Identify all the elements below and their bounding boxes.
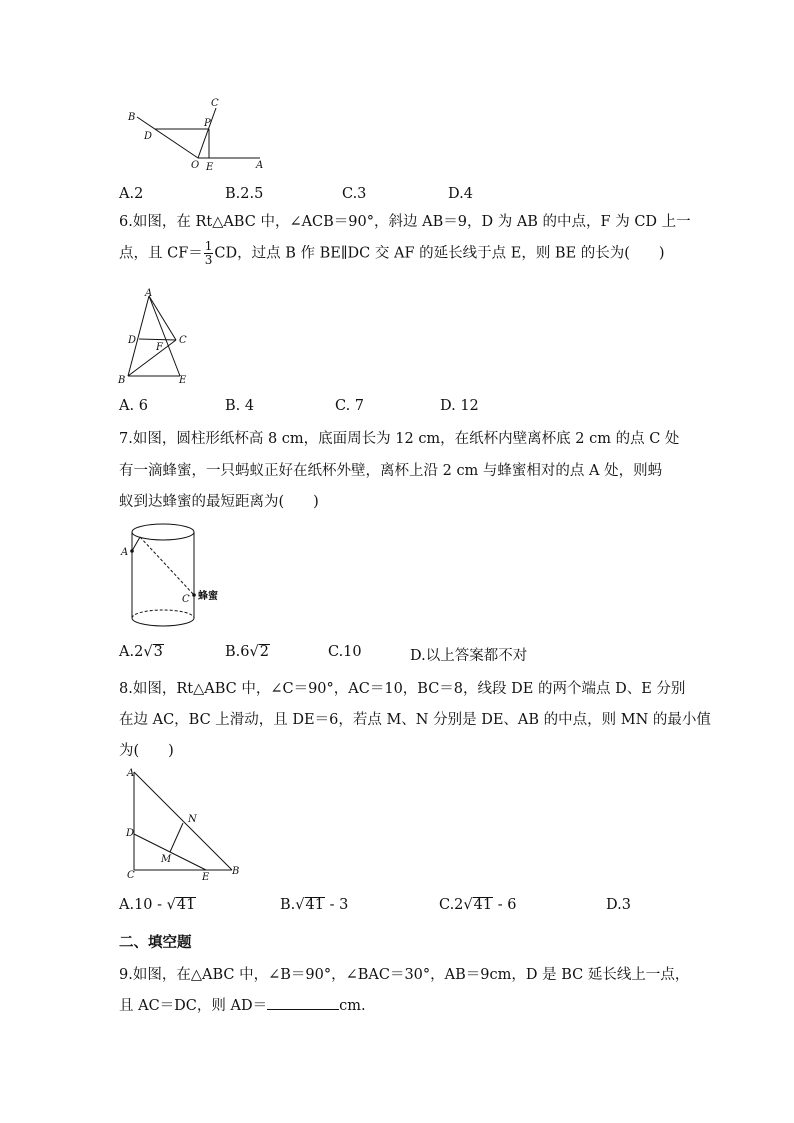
q5-label-C: C <box>211 98 219 109</box>
q7-stem-line2: 有一滴蜂蜜，一只蚂蚁正好在纸杯外壁，离杯上沿 2 cm 与蜂蜜相对的点 A 处，则蚂 <box>119 463 663 479</box>
q6-label-D: D <box>128 335 137 346</box>
q7-label-A: A <box>121 547 129 558</box>
q8-option-a: A.10 - √41 <box>119 897 196 913</box>
q6-option-a: A. 6 <box>119 398 148 414</box>
q6-option-b: B. 4 <box>225 398 255 414</box>
q5-figure <box>125 98 275 173</box>
q8-option-d: D.3 <box>606 897 631 913</box>
q8-label-B: B <box>232 866 240 877</box>
q7-option-b: B.6√2 <box>225 644 269 660</box>
q7-label-C: C <box>182 594 190 605</box>
q8-label-M: M <box>161 854 172 865</box>
q6-label-A: A <box>145 288 153 299</box>
q7-option-a: A.2√3 <box>119 644 163 660</box>
q5-option-a: A.2 <box>119 186 144 202</box>
q6-fraction: $\frac{1}{3}$ <box>204 239 213 267</box>
q7-option-c: C.10 <box>328 644 362 660</box>
q8-label-D: D <box>126 828 135 839</box>
q8-figure <box>124 766 244 881</box>
q7-option-d: D.以上答案都不对 <box>410 648 528 664</box>
q8-stem-line2: 在边 AC，BC 上滑动，且 DE＝6，若点 M、N 分别是 DE、AB 的中点，则 MN 的最小值 <box>119 712 711 728</box>
q5-option-b: B.2.5 <box>225 186 264 202</box>
q6-option-c: C. 7 <box>335 398 365 414</box>
q5-label-E: E <box>206 162 214 173</box>
q8-label-C: C <box>127 870 135 881</box>
q6-label-E: E <box>179 375 187 386</box>
q8-label-A: A <box>127 768 135 779</box>
section-title-fill-in: 二、填空题 <box>119 935 192 951</box>
q6-option-d: D. 12 <box>440 398 479 414</box>
q8-label-E: E <box>202 872 210 883</box>
q8-option-b: B.√41 - 3 <box>280 897 349 913</box>
q6-stem-line2 <box>119 240 665 267</box>
q5-option-d: D.4 <box>448 186 473 202</box>
q6-stem-line1: 6.如图，在 Rt△ABC 中，∠ACB＝90°，斜边 AB＝9，D 为 AB 的中点，F 为 CD 上一 <box>119 214 691 230</box>
q8-label-N: N <box>188 814 197 825</box>
q6-label-B: B <box>118 375 126 386</box>
q5-label-B: B <box>128 112 136 123</box>
q6-label-F: F <box>156 342 163 353</box>
q7-cylinder-figure <box>118 518 238 633</box>
q8-stem-line1: 8.如图，Rt△ABC 中，∠C＝90°，AC＝10，BC＝8，线段 DE 的两个端点 D、E 分别 <box>119 681 686 697</box>
q8-stem-line3: 为( ) <box>119 743 174 759</box>
q7-stem-line1: 7.如图，圆柱形纸杯高 8 cm，底面周长为 12 cm，在纸杯内壁离杯底 2 cm 的点 C 处 <box>119 431 680 447</box>
q7-stem-line3: 蚁到达蜂蜜的最短距离为( ) <box>119 494 319 510</box>
q5-option-c: C.3 <box>342 186 367 202</box>
q5-label-P: P <box>204 118 211 129</box>
q9-stem-line2: 且 AC＝DC，则 AD＝ cm. <box>119 998 366 1014</box>
q6-figure <box>118 288 198 388</box>
q5-label-O: O <box>191 160 200 171</box>
q7-label-honey: 蜂蜜 <box>198 591 218 602</box>
q6-label-C: C <box>179 335 187 346</box>
q6-stem-line2-post: CD，过点 B 作 BE∥DC 交 AF 的延长线于点 E，则 BE 的长为( ) <box>214 245 665 262</box>
q5-label-A: A <box>256 160 264 171</box>
q8-option-c: C.2√41 - 6 <box>439 897 517 913</box>
q6-stem-line2-pre: 点，且 CF＝ <box>119 245 203 262</box>
q5-label-D: D <box>144 131 153 142</box>
q9-stem-line1: 9.如图，在△ABC 中，∠B＝90°，∠BAC＝30°，AB＝9cm，D 是 BC 延长线上一点， <box>119 967 690 983</box>
q9-answer-blank[interactable] <box>267 997 339 1010</box>
